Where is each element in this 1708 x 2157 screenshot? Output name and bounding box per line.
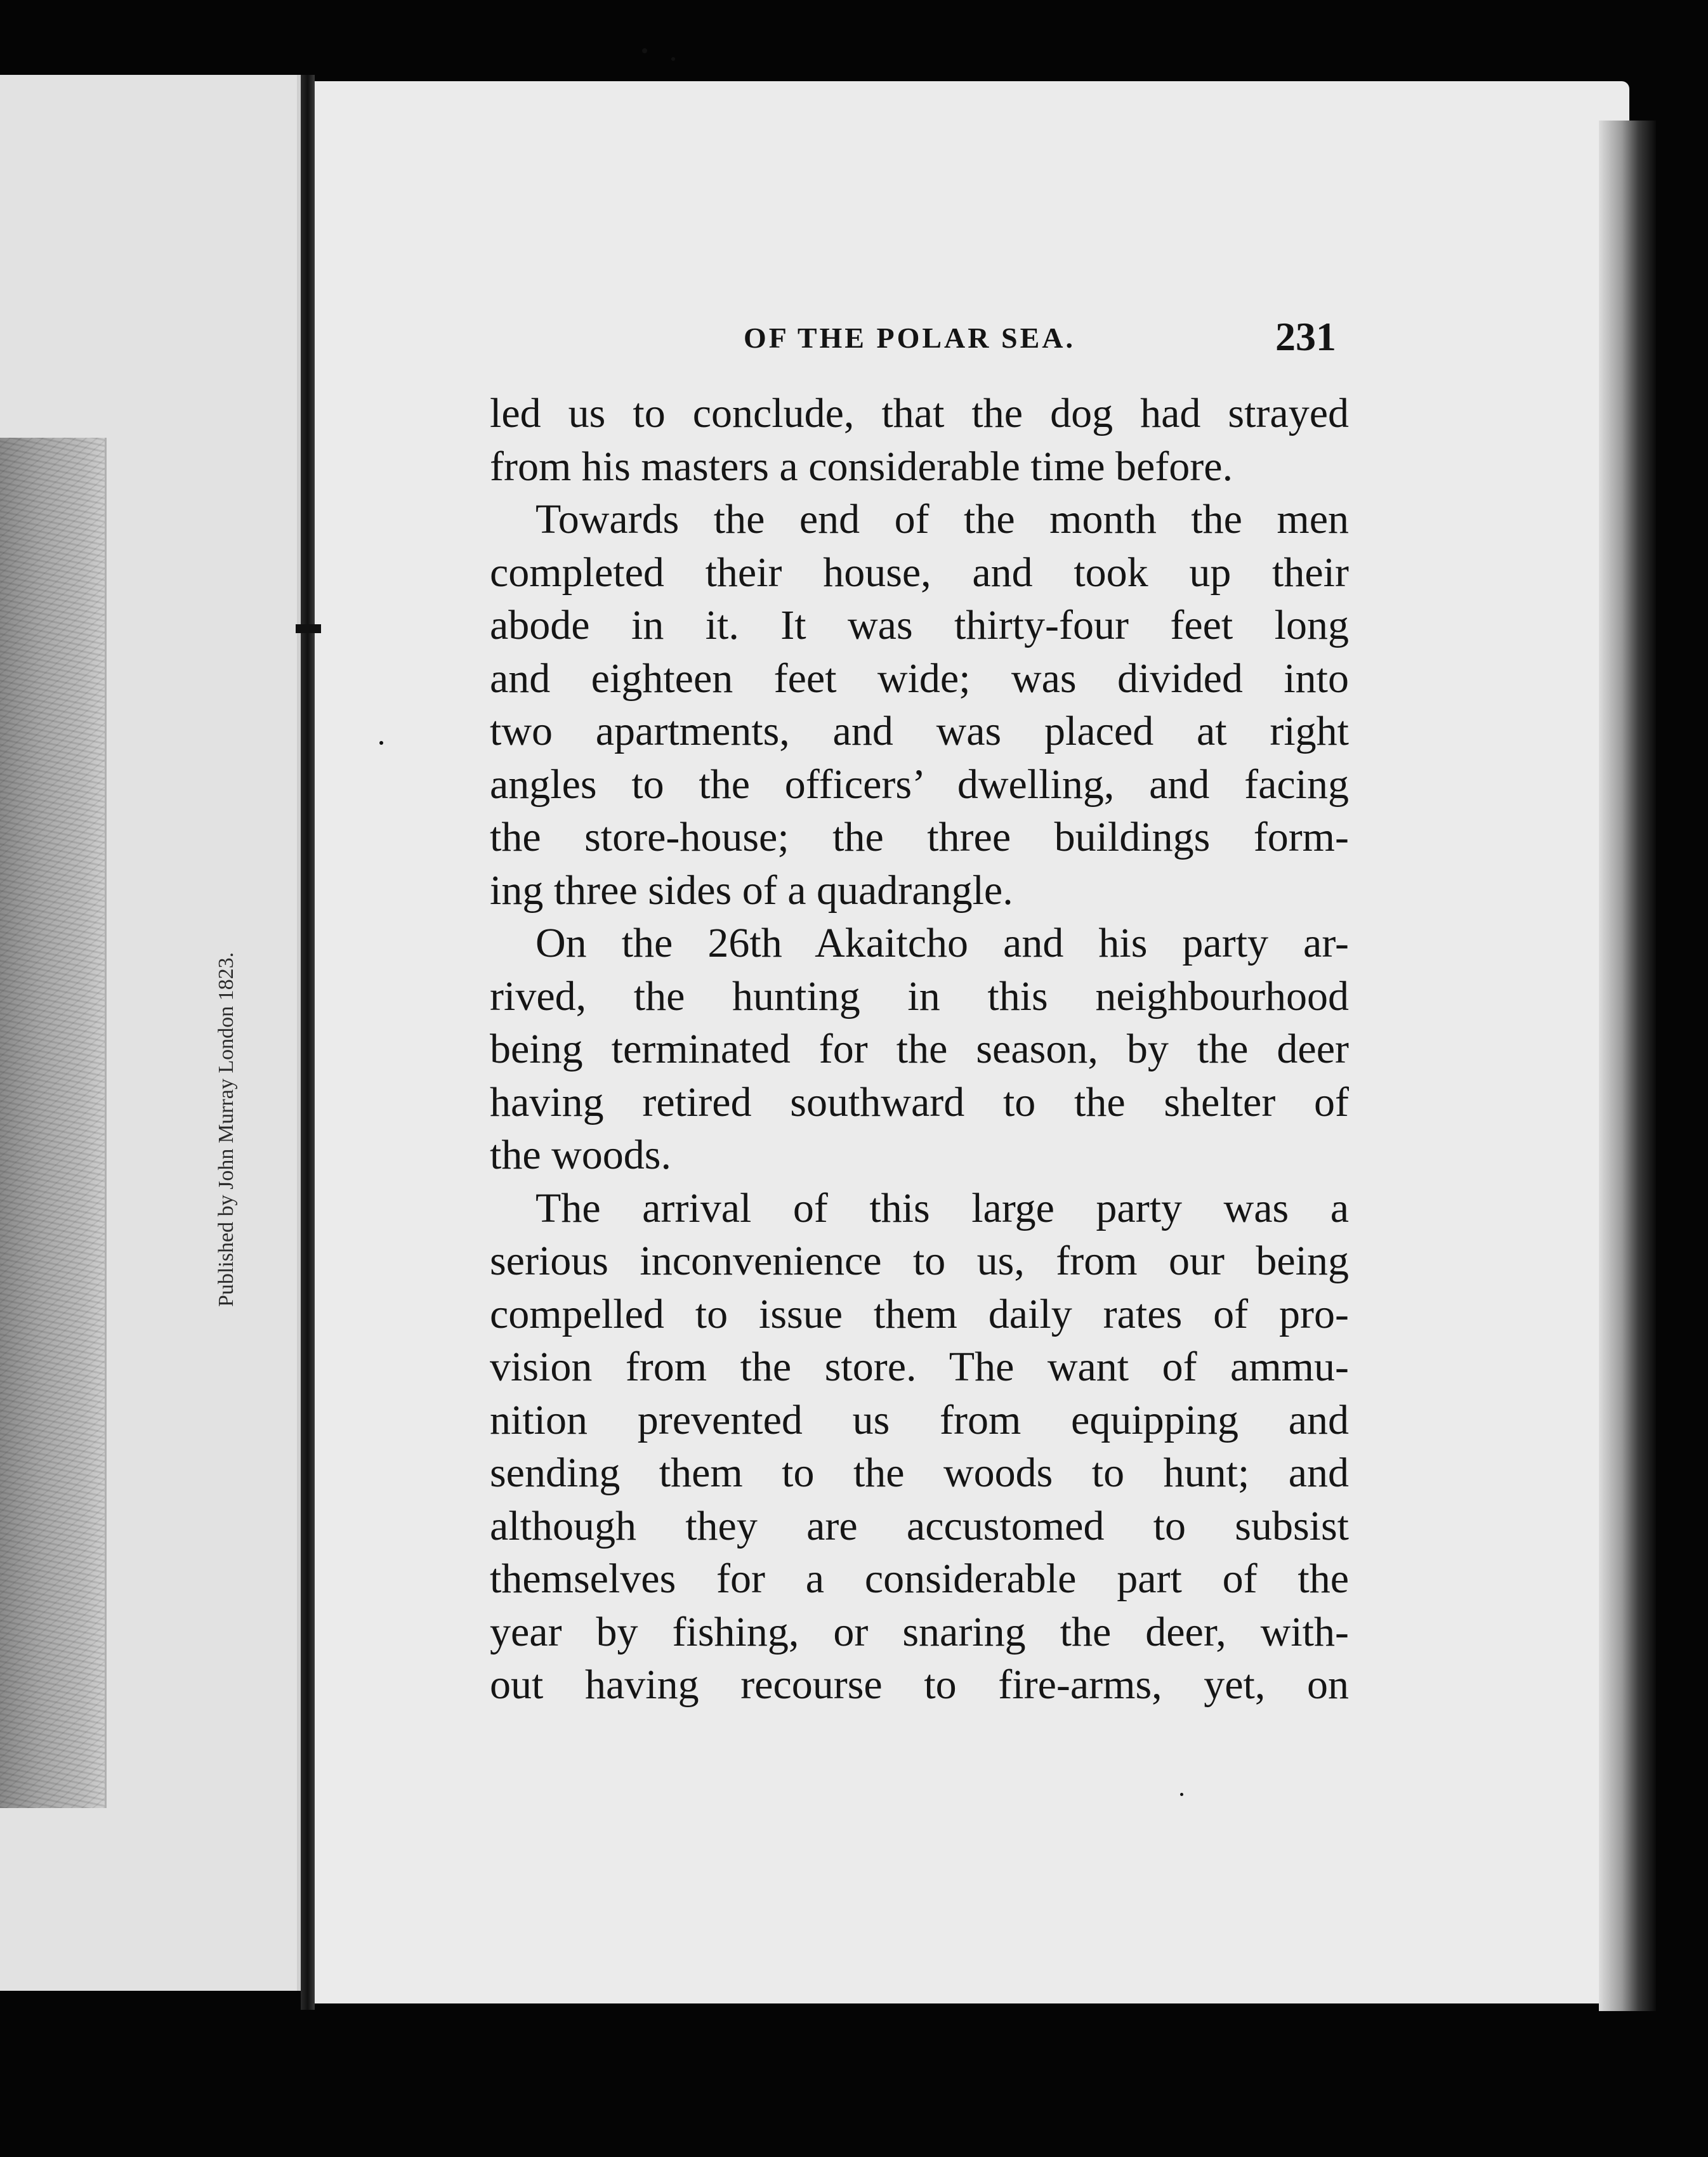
text-line: nition prevented us from equipping and [490,1396,1349,1443]
text-line: On the 26th Akaitcho and his party ar- [535,920,1349,966]
publisher-line: Published by John Murray London 1823. [214,952,238,1307]
binding-thread [296,624,321,633]
text-line: two apartments, and was placed at right [490,708,1349,754]
dust-speck [1180,1793,1183,1796]
text-line: although they are accustomed to subsist [490,1502,1349,1549]
text-line: serious inconvenience to us, from our being [490,1238,1349,1284]
text-line: sending them to the woods to hunt; and [490,1450,1349,1496]
text-line: from his masters a considerable time before. [490,443,1233,490]
text-line: the woods. [490,1132,671,1178]
text-line: the store-house; the three buildings form- [490,814,1349,860]
text-line: compelled to issue them daily rates of pro- [490,1290,1349,1337]
text-line: rived, the hunting in this neighbourhood [490,973,1349,1019]
page-edge-shadow [1599,121,1656,2011]
text-line: out having recourse to fire-arms, yet, on [490,1662,1349,1708]
text-line: vision from the store. The want of ammu- [490,1344,1349,1390]
text-line: led us to conclude, that the dog had strayed [490,390,1349,436]
text-line: themselves for a considerable part of the [490,1556,1349,1602]
page-number: 231 [1275,314,1336,359]
body-text [490,387,1349,1712]
dust-speck [671,57,675,61]
book-gutter [301,75,315,2010]
dust-speck [379,741,383,745]
text-line: The arrival of this large party was a [535,1184,1349,1231]
text-line: and eighteen feet wide; was divided into [490,655,1349,702]
text-line: completed their house, and took up their [490,549,1349,596]
text-line: angles to the officers’ dwelling, and facing [490,761,1349,808]
running-head: OF THE POLAR SEA. [744,322,1075,354]
text-line: being terminated for the season, by the deer [490,1026,1349,1072]
text-line: having retired southward to the shelter of [490,1078,1349,1125]
text-line: ing three sides of a quadrangle. [490,867,1013,914]
dust-speck [642,48,647,53]
text-line: abode in it. It was thirty-four feet long [490,602,1349,648]
text-line: Towards the end of the month the men [535,496,1349,542]
engraved-plate-edge [0,438,107,1808]
text-line: year by fishing, or snaring the deer, with- [490,1608,1349,1655]
